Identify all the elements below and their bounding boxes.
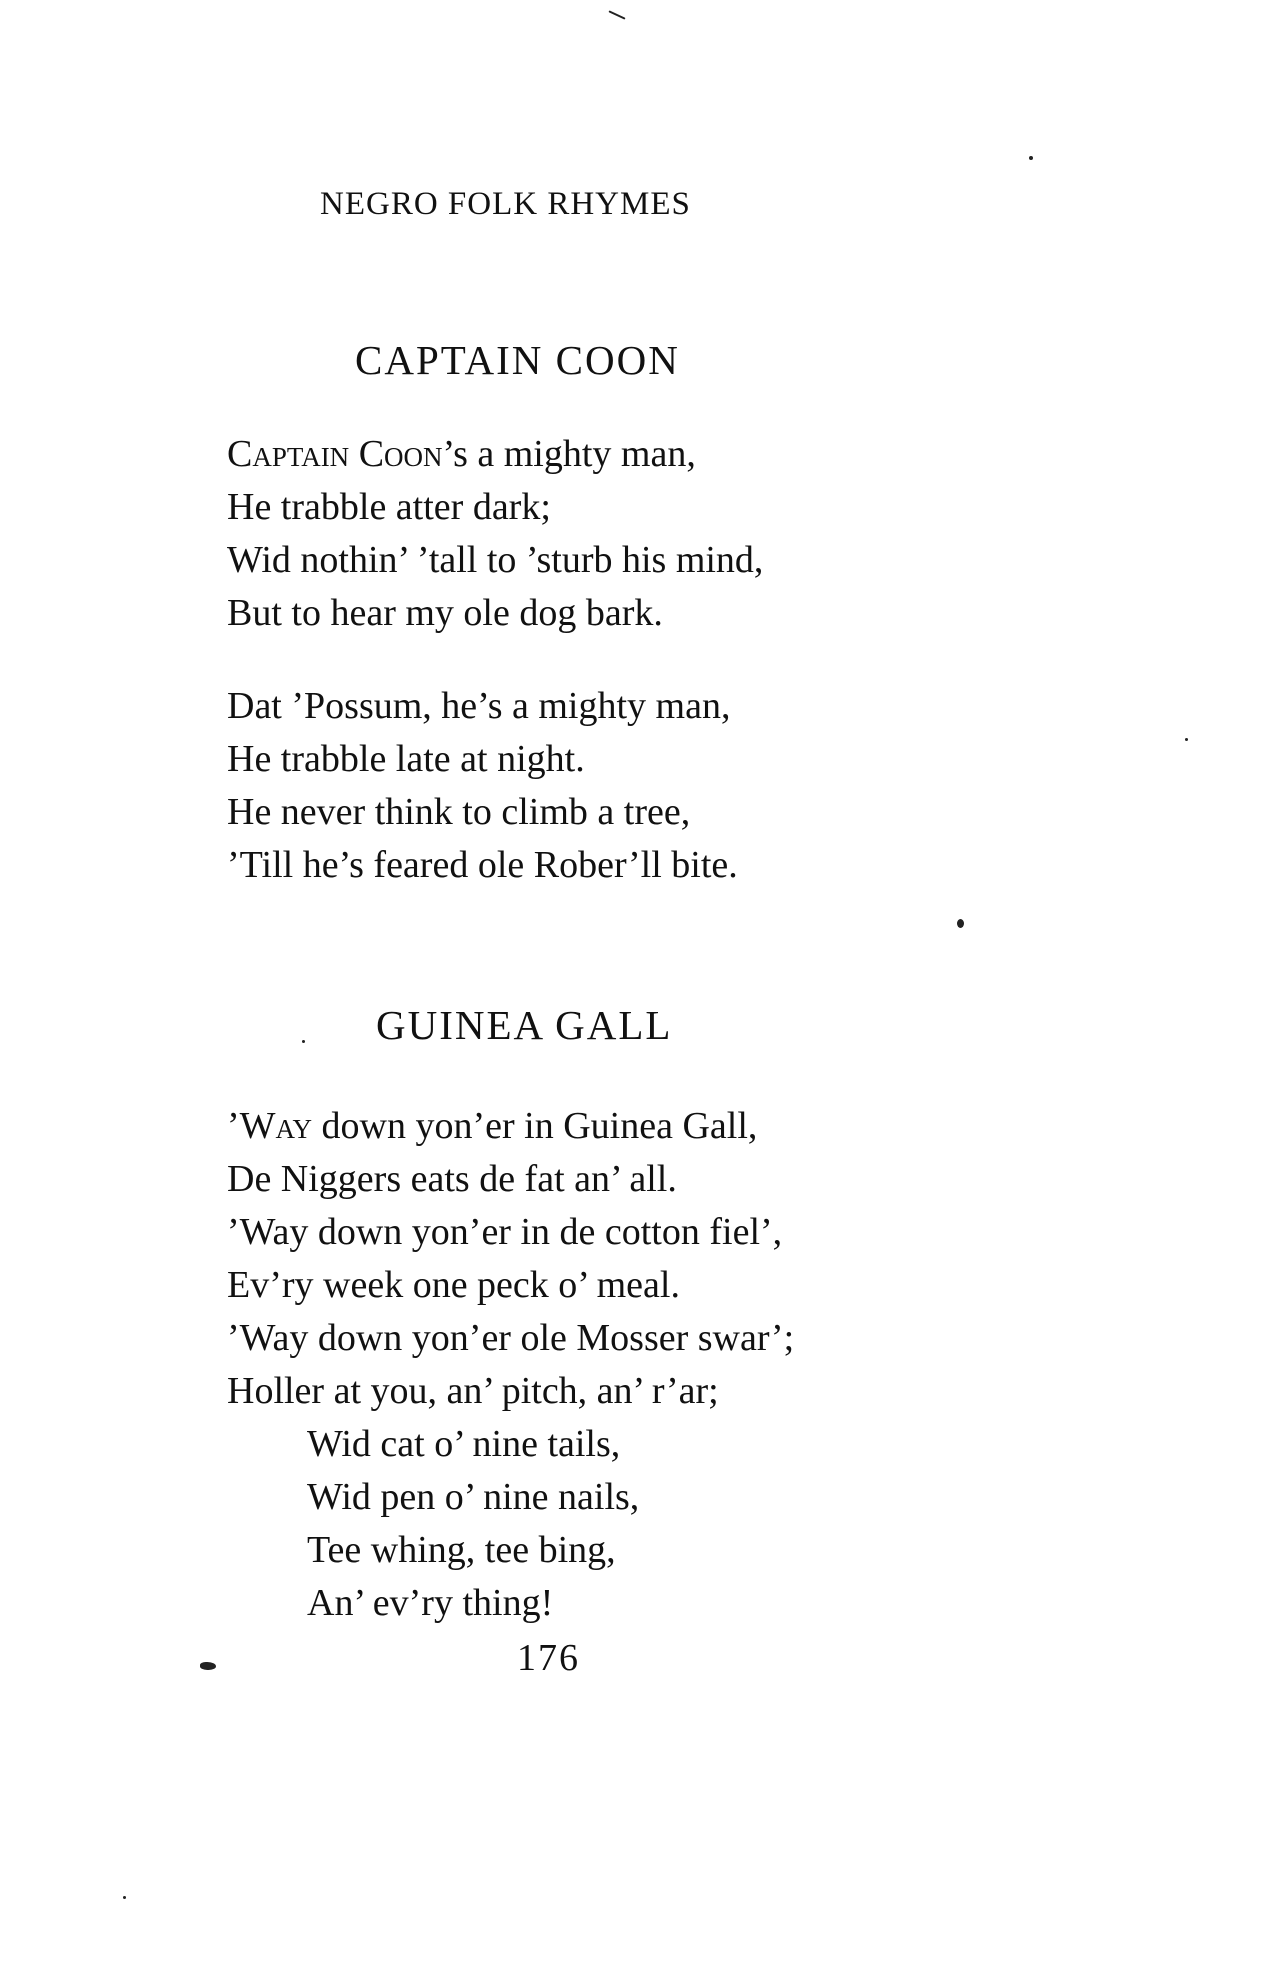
small-caps-word: Way: [239, 1105, 313, 1147]
stanza-1: [227, 428, 763, 640]
poem-title-guinea-gall: GUINEA GALL: [376, 1002, 673, 1048]
poem-line-indented: Wid cat o’ nine tails,: [307, 1423, 621, 1465]
ink-speck: [1029, 156, 1033, 160]
running-head: NEGRO FOLK RHYMES: [320, 186, 691, 222]
ink-speck: [957, 919, 964, 928]
ink-speck: [302, 1040, 305, 1043]
poem-line: De Niggers eats de fat an’ all.: [227, 1158, 677, 1200]
poem-line: ’Way down yon’er ole Mosser swar’;: [227, 1317, 795, 1359]
poem-line: Dat ’Possum, he’s a mighty man,: [227, 685, 731, 727]
small-caps-word: Captain: [227, 433, 350, 475]
page-number: 176: [517, 1637, 580, 1679]
stanza-3: [227, 1100, 794, 1630]
ink-speck: [123, 1896, 126, 1899]
poem-line-indented: An’ ev’ry thing!: [307, 1582, 554, 1624]
poem-line: Captain Coon’s a mighty man,: [227, 433, 696, 475]
poem-line: He trabble late at night.: [227, 738, 585, 780]
poem-line: ’Way down yon’er in de cotton fiel’,: [227, 1211, 783, 1253]
poem-line-indented: Wid pen o’ nine nails,: [307, 1476, 640, 1518]
poem-line: Holler at you, an’ pitch, an’ r’ar;: [227, 1370, 719, 1412]
poem-line: He never think to climb a tree,: [227, 791, 691, 833]
poem-line-indented: Tee whing, tee bing,: [307, 1529, 616, 1571]
poem-line: Ev’ry week one peck o’ meal.: [227, 1264, 680, 1306]
poem-line: He trabble atter dark;: [227, 486, 551, 528]
ink-speck: [1185, 738, 1188, 741]
poem-line: But to hear my ole dog bark.: [227, 592, 663, 634]
stanza-2: [227, 680, 738, 892]
poem-title-captain-coon: CAPTAIN COON: [355, 337, 680, 383]
poem-line: ’Way down yon’er in Guinea Gall,: [227, 1105, 758, 1147]
small-caps-word: Coon: [358, 433, 443, 475]
poem-line: Wid nothin’ ’tall to ’sturb his mind,: [227, 539, 764, 581]
poem-line: ’Till he’s feared ole Rober’ll bite.: [227, 844, 738, 886]
ink-speck: [200, 1662, 216, 1670]
ink-speck: [608, 10, 625, 19]
